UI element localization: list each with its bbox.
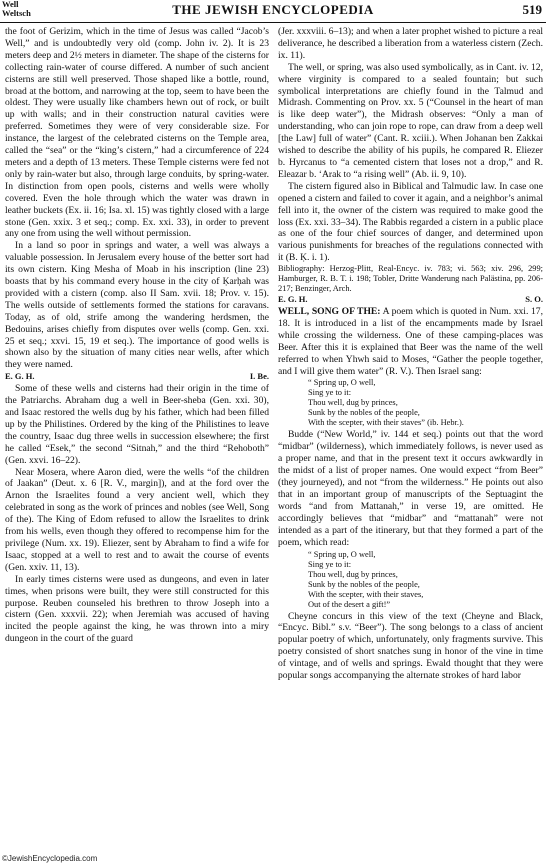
poem-line: “ Spring up, O well, xyxy=(308,378,376,388)
paragraph xyxy=(5,383,269,466)
signature-initials: E. G. H. xyxy=(5,371,35,382)
poem-line: Sunk by the nobles of the people, xyxy=(308,579,420,589)
poem-line: With the scepter, with their staves” (ib. Hebr.). xyxy=(308,418,464,428)
right-column xyxy=(278,26,543,848)
paragraph xyxy=(5,26,269,240)
bibliography: Bibliography: Herzog-Plitt, Real-Encyc. iv. 783; vi. 563; xiv. 296, 299; Hamburger, R. B. T. i. 198; Tobler, Dritte Wanderung nach Palästina, pp. 206-217; Benzinger, Arch. xyxy=(278,264,543,294)
paragraph-text: the foot of Gerizim, which in the time of Jesus was called “Jacob’s Well,” and is undoubtedly very old (comp. John iv. 2). It is 23 meters deep and 2½ meters in diameter. The shape of the cisterns for collecting rain-water of course differed. A number of such ancient cisterns are still well preserved. Those shaped like a bottle, round, broad at the bottom, and narrowing at the top, seem to have been the oldest. They were usually like chambers hewn out of rock, or built up with walls; and in their construction natural cavities were preferred. Sometimes they were of very considerable size. For instance, the largest of the celebrated cisterns on the Temple area, called the “sea” or the “king’s cistern,” had a circumference of 224 meters and a depth of 13 meters. These Temple cisterns were fed not only by rain-water but also, through large conduits, by spring-water. In distinction from open pools, cisterns and wells were wholly covered. Even the hole through which the water was drawn in leather buckets (Ex. ii. 16; Isa. xl. 15) was tightly closed with a large stone (Gen. xxix. 3 et seq.; comp. Ex. xxi. 33), in order to prevent any one from using the well without permission. xyxy=(5,26,269,240)
paragraph-text: Budde (“New World,” iv. 144 et seq.) points out that the word “midbar” (wilderness), which immediately follows, is never used as a proper name, and that in the present text it occurs awkwardly in the midst of a list of proper names. One would expect “from Beer” (they journeyed), and not “from the wilderness.” He points out also that in an important group of manuscripts of the Septuagint the words “and from Mattanah,” in verse 19, are omitted. He accordingly believes that “midbar” and “mattanah” were not intended as a part of the itinerary, but that they formed a part of the poem, which read: xyxy=(278,429,543,548)
page-title: THE JEWISH ENCYCLOPEDIA xyxy=(172,2,374,17)
poem-line: Sunk by the nobles of the people, xyxy=(308,408,420,418)
paragraph-text: In a land so poor in springs and water, a well was always a valuable possession. In Jerusalem every house of the better sort had its own cistern. King Mesha of Moab in his inscription (line 23) boasts that by his command every house in the city of Ḳarḥah was provided with a cistern (comp. also II Sam. xvii. 18; Prov. v. 15). The wells outside of settlements formed the stations for caravans. Today, as of old, strife among the wandering herdsmen, the Bedouins, arises chiefly from disputes over wells (comp. Gen. xxi. 25 et seq.; xxvi. 15, 19 et seq.). The importance of good wells is shown also by the situation of many cities near wells, after which they were named. xyxy=(5,240,269,371)
paragraph xyxy=(278,611,543,682)
poem-line: Sing ye to it: xyxy=(308,388,352,398)
signature-author: S. O. xyxy=(525,294,543,305)
paragraph xyxy=(278,429,543,548)
signature-author: I. Be. xyxy=(249,371,269,382)
signature-initials: E. G. H. xyxy=(278,294,308,305)
poem-line: With the scepter, with their staves, xyxy=(308,589,424,599)
paragraph-text: (Jer. xxxviii. 6–13); and when a later prophet wished to picture a real deliverance, he described a liberation from a waterless cistern (Zech. ix. 11). xyxy=(278,26,543,61)
poem-line: “ Spring up, O well, xyxy=(308,549,376,559)
footer-credit[interactable]: ©JewishEncyclopedia.com xyxy=(2,854,98,863)
paragraph xyxy=(278,26,543,62)
page-number: 519 xyxy=(522,2,542,17)
page-header xyxy=(0,0,546,23)
paragraph xyxy=(5,467,269,574)
running-head-bottom: Weltsch xyxy=(2,8,31,18)
paragraph-text: Cheyne concurs in this view of the text (Cheyne and Black, “Encyc. Bibl.” s.v. “Beer”). The song belongs to a class of ancient popular poetry of which, unfortunately, only fragments survive. This poetry consisted of short snatches sung in honor of the vine in time of vintage, and of wells and springs. Ewald thought that they were popular songs accompanying the alternate strokes of hard labor xyxy=(278,610,543,682)
poem-quote xyxy=(308,378,543,428)
paragraph-text: The well, or spring, was also used symbolically, as in Cant. iv. 12, where virginity is compared to a sealed fountain; but such symbolical interpretations are chiefly found in the Talmud and Midrash. Commenting on Prov. xx. 5 (“Counsel in the heart of man is like deep water”), the Midrash observes: “Only a man of understanding, who can join rope to rope, can draw from a deep well [the Law] full of water” (Cant. R. xciii.). When Johanan ben Zakkai wished to describe the ability of his pupils, he compared R. Eliezer b. Hyrcanus to “a cemented cistern that loses not a drop,” and R. Eleazar b. ‘Arak to “a rising well” (Ab. ii. 9, 10). xyxy=(278,61,543,180)
paragraph-text: In early times cisterns were used as dungeons, and even in later times, when prisons were built, they were still constructed for this purpose. Reuben counseled his brethren to throw Joseph into a cistern (Gen. xxxvii. 22); when Jeremiah was accused of having incited the people against the king, he was thrown into a miry dungeon in the court of the guard xyxy=(5,573,269,645)
paragraph-text: Some of these wells and cisterns had their origin in the time of the Patriarchs. Abraham dug a well in Beer-sheba (Gen. xxi. 30), and Isaac restored the wells dug by his father, which had been filled up by the Philistines. Ordered by the king of the Philistines to leave the country, Isaac dug three wells in succession elsewhere; the first he called “Esek,” the second “Sitnah,” and the third “Rehoboth” (Gen. xxvi. 16–22). xyxy=(5,383,269,466)
paragraph xyxy=(5,240,269,371)
poem-quote xyxy=(308,550,543,610)
author-signature xyxy=(278,294,543,306)
article-heading: WELL, SONG OF THE: xyxy=(278,306,381,318)
paragraph-text: Near Mosera, where Aaron died, were the wells “of the children of Jaakan” (Deut. x. 6 [R. V., margin]), and at the ford over the Arnon the Israelites found a very ancient well, which they celebrated in song as the work of princes and nobles (see Well, Song of the). The King of Edom refused to allow the Israelites to drink from his wells, even though they offered to recompense him for the privilege (Num. xx. 19). Eliezer, sent by Abraham to find a wife for Isaac, stopped at a well to rest and to await the course of events (Gen. xxiv. 11, 13). xyxy=(5,466,269,573)
paragraph-text: The cistern figured also in Biblical and Talmudic law. In case one opened a cistern and failed to cover it again, and a neighbor’s animal fell into it, the owner of the cistern was required to make good the loss (Ex. xxi. 33–34). The Rabbis regarded a cistern in a public place as one of the four chief sources of danger, and determined upon various punishments for breaches of the regulations connected with it (B. Ḳ. i. 1). xyxy=(278,180,543,264)
paragraph xyxy=(5,574,269,645)
paragraph xyxy=(278,306,543,377)
paragraph xyxy=(278,181,543,264)
paragraph xyxy=(278,62,543,181)
author-signature xyxy=(5,371,269,383)
poem-line: Thou well, dug by princes, xyxy=(308,569,398,579)
poem-line: Thou well, dug by princes, xyxy=(308,398,398,408)
poem-line: Out of the desert a gift!” xyxy=(308,599,391,609)
paragraph-text: A poem which is quoted in Num. xxi. 17, 18. It is introduced in a list of the encampments made by Israel while crossing the wilderness. One of these camping-places was Beer. After this it is explained that Beer was the name of the well referred to when Yhwh said to Moses, “Gather the people together, and I will give them water” (R. V.). Then Israel sang: xyxy=(278,306,543,377)
poem-line: Sing ye to it: xyxy=(308,559,352,569)
left-column xyxy=(5,26,269,848)
running-head-top: Well xyxy=(2,0,19,9)
